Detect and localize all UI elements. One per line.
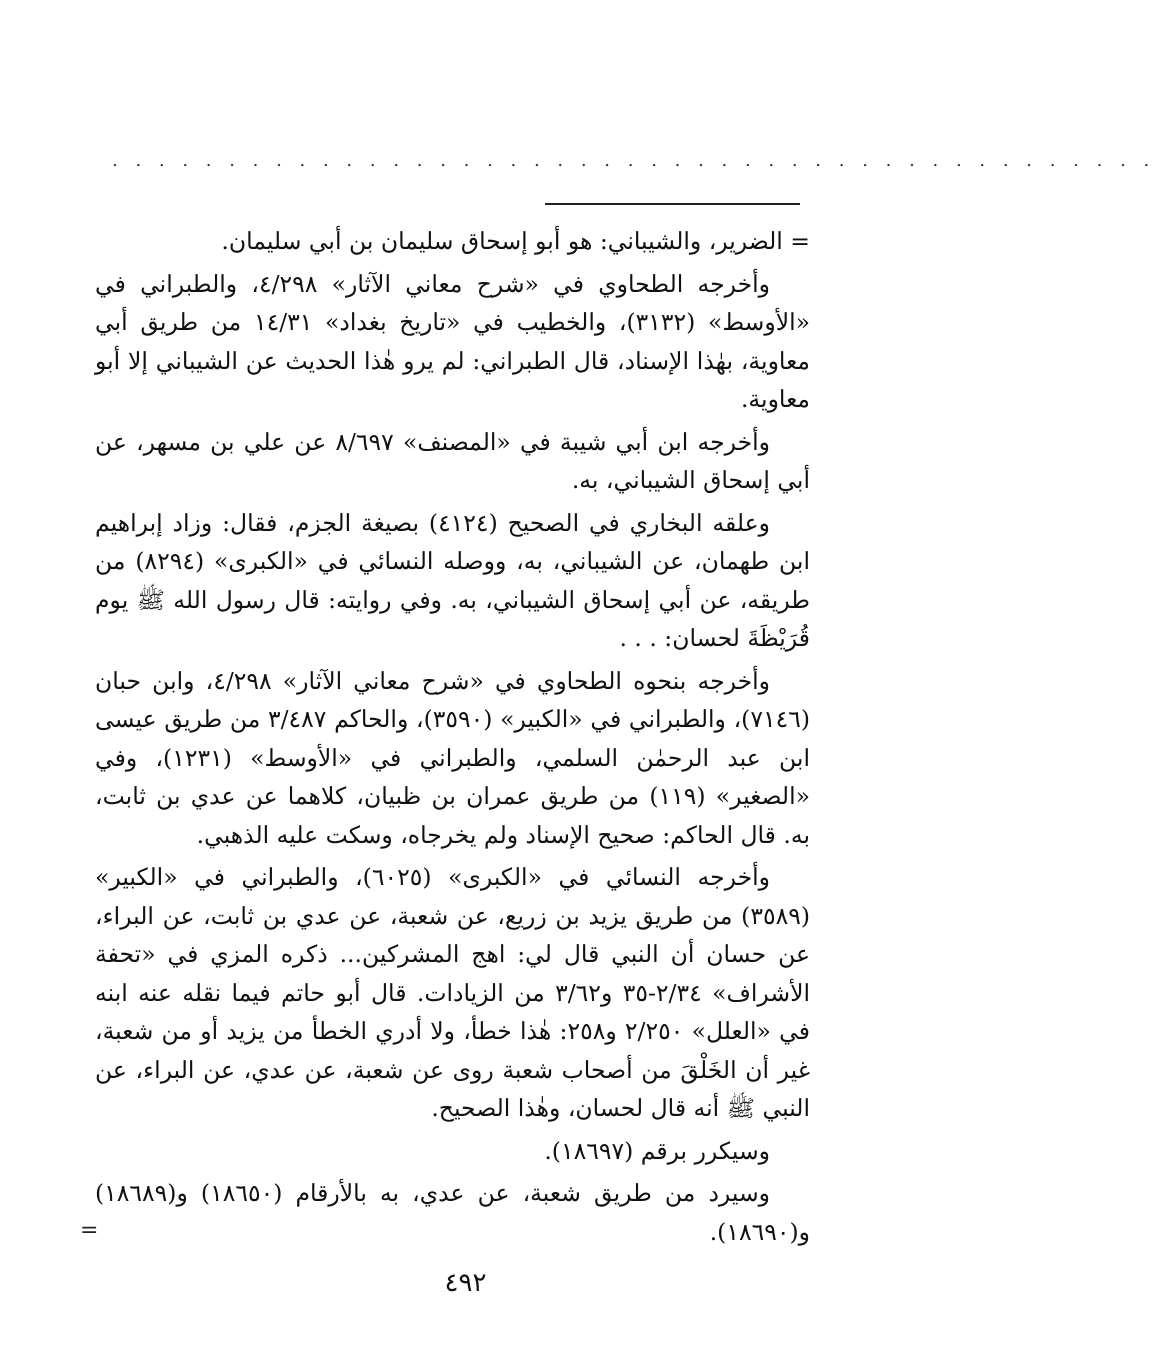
footnote-paragraph: وأخرجه الطحاوي في «شرح معاني الآثار» ٤/٢٩٨، والطبراني في «الأوسط» (٣١٣٢)، والخطيب في «تاريخ بغداد» ١٤/٣١ من طريق أبي معاوية، بهٰذا الإسناد، قال الطبراني: لم يرو هٰذا الحديث عن الشيباني إلا أبو معاوية. (95, 269, 811, 413)
footnote-paragraph: وعلقه البخاري في الصحيح (٤١٢٤) بصيغة الجزم، فقال: وزاد إبراهيم ابن طهمان، عن الشيباني، به، ووصله النسائي في «الكبرى» (٨٢٩٤) من طريقه، عن أبي إسحاق الشيباني، به. وفي روايته: قال رسول الله ﷺ يوم قُرَيْظَةَ لحسان: . . . (95, 508, 810, 652)
footnote-paragraph: وأخرجه النسائي في «الكبرى» (٦٠٢٥)، والطبراني في «الكبير» (٣٥٨٩) من طريق يزيد بن زريع، عن شعبة، عن عدي بن ثابت، عن البراء، عن حسان أن النبي قال لي: اهج المشركين... ذكره المزي في «تحفة الأشراف» ٢/٣٤-٣٥ و٣/٦٢ من الزيادات. قال أبو حاتم فيما نقله عنه ابنه في «العلل» ٢/٢٥٠ و٢٥٨: هٰذا خطأ، ولا أدري الخطأ من يزيد أو من شعبة، غير أن الخَلْقَ من أصحاب شعبة روى عن شعبة، عن عدي، عن البراء، عن النبي ﷺ أنه قال لحسان، وهٰذا الصحيح. (95, 863, 810, 1122)
footnote-paragraph: وسيرد من طريق شعبة، عن عدي، به بالأرقام (١٨٦٥٠) و(١٨٦٨٩) و(١٨٦٩٠). (95, 1179, 810, 1246)
continuation-mark: = (80, 1218, 99, 1243)
footnote-separator-rule (545, 203, 800, 205)
footnote-paragraph: وأخرجه ابن أبي شيبة في «المصنف» ٨/٦٩٧ عن علي بن مسهر، عن أبي إسحاق الشيباني، به. (95, 427, 810, 494)
footnote-paragraph: وسيكرر برقم (١٨٦٩٧). (544, 1136, 770, 1165)
page-number: ٤٩٢ (444, 1268, 487, 1298)
footnote-text (95, 222, 810, 1255)
footnote-paragraph: = الضرير، والشيباني: هو أبو إسحاق سليمان بن أبي سليمان. (221, 227, 810, 255)
footnote-paragraph: وأخرجه بنحوه الطحاوي في «شرح معاني الآثار» ٤/٢٩٨، وابن حبان (٧١٤٦)، والطبراني في «الكبير» (٣٥٩٠)، والحاكم ٣/٤٨٧ من طريق عيسى ابن عبد الرحمٰن السلمي، والطبراني في «الأوسط» (١٢٣١)، وفي «الصغير» (١١٩) من طريق عمران بن ظبيان، كلاهما عن عدي بن ثابت، به. قال الحاكم: صحيح الإسناد ولم يخرجاه، وسكت عليه الذهبي. (95, 666, 810, 849)
header-dotted-line: . . . . . . . . . . . . . . . . . . . . . . . . . . . . . . . . . . . . . . . . . . . . . (112, 150, 1155, 171)
